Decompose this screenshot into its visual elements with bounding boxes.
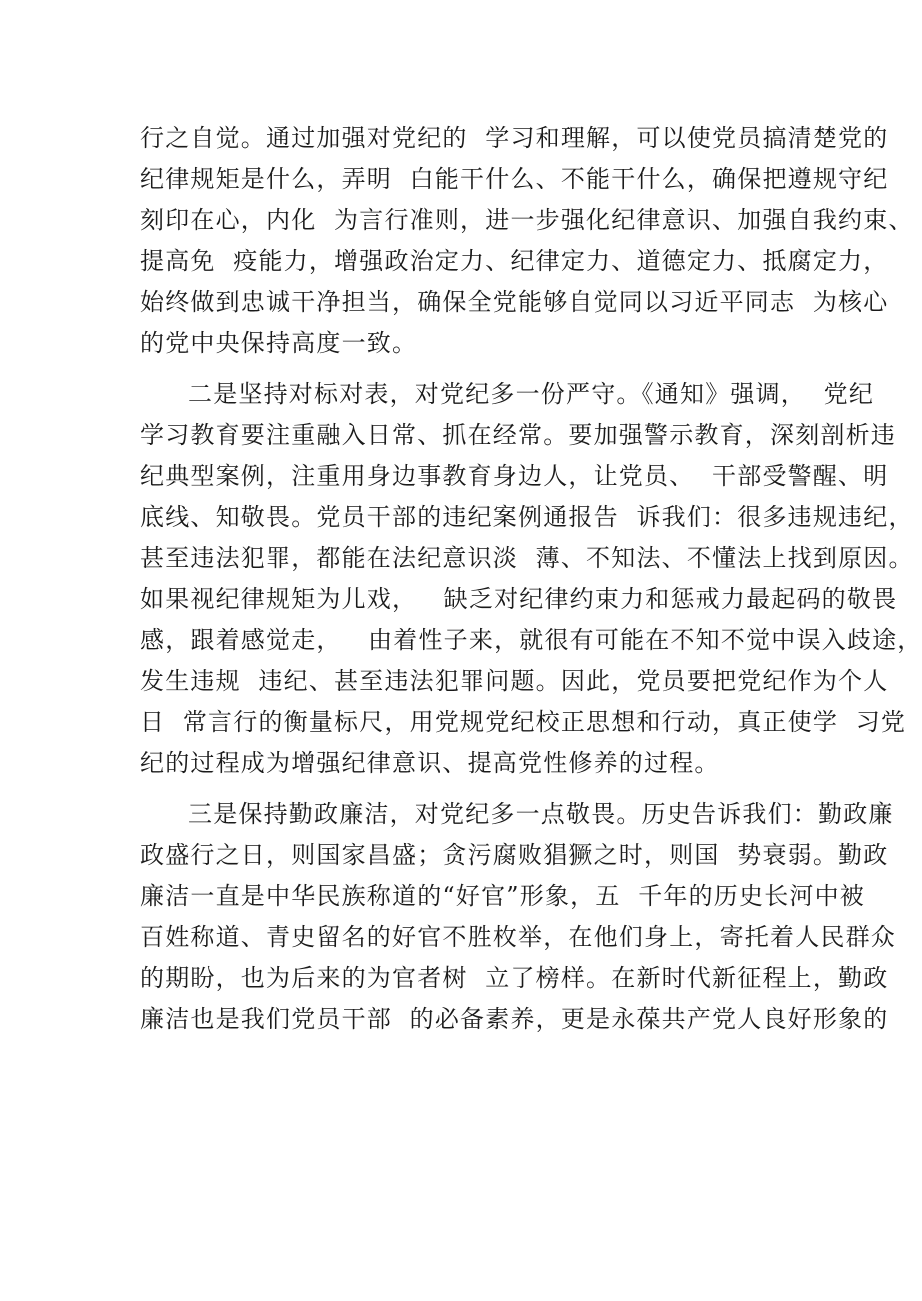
text-line: 百姓称道、青史留名的好官不胜枚举，在他们身上，寄托着人民群众 — [140, 923, 896, 951]
text-line: 底线、知敬畏。党员干部的违纪案例通报告 诉我们：很多违规违纪， — [140, 503, 914, 531]
text-line: 提高免 疫能力，增强政治定力、纪律定力、道德定力、抵腐定力， — [140, 247, 889, 275]
text-line: 始终做到忠诚干净担当，确保全党能够自觉同以习近平同志 为核心 — [140, 288, 889, 316]
text-line: 甚至违法犯罪，都能在法纪意识淡 薄、不知法、不懂法上找到原因。 — [140, 544, 914, 572]
paragraph-gap — [140, 784, 800, 794]
text-line: 二是坚持对标对表，对党纪多一份严守。《通知》强调， 党纪 — [188, 380, 875, 408]
paragraph-2 — [140, 374, 922, 784]
text-line: 廉洁也是我们党员干部 的必备素养，更是永葆共产党人良好形象的 — [140, 1005, 889, 1033]
text-line: 三是保持勤政廉洁，对党纪多一点敬畏。历史告诉我们：勤政廉 — [188, 800, 894, 828]
text-line: 政盛行之日，则国家昌盛；贪污腐败猖獗之时，则国 势衰弱。勤政 — [140, 841, 889, 869]
text-line: 纪律规矩是什么，弄明 白能干什么、不能干什么，确保把遵规守纪 — [140, 165, 889, 193]
text-line: 的党中央保持高度一致。 — [140, 329, 418, 357]
text-line: 刻印在心，内化 为言行准则，进一步强化纪律意识、加强自我约束、 — [140, 206, 914, 234]
paragraph-gap — [140, 364, 800, 374]
text-line: 行之自觉。通过加强对党纪的 学习和理解，可以使党员搞清楚党的 — [140, 124, 889, 152]
text-line: 感，跟着感觉走， 由着性子来，就很有可能在不知不觉中误入歧途， — [140, 626, 922, 654]
text-line: 如果视纪律规矩为儿戏， 缺乏对纪律约束力和惩戒力最起码的敬畏 — [140, 585, 898, 613]
text-line: 的期盼，也为后来的为官者树 立了榜样。在新时代新征程上，勤政 — [140, 964, 889, 992]
text-line: 廉洁一直是中华民族称道的“好官”形象，五 千年的历史长河中被 — [140, 882, 865, 910]
text-line: 发生违规 违纪、甚至违法犯罪问题。因此，党员要把党纪作为个人 — [140, 667, 889, 695]
document-body — [140, 118, 922, 1040]
text-line: 日 常言行的衡量标尺，用党规党纪校正思想和行动，真正使学 习党 — [140, 708, 907, 736]
text-line: 学习教育要注重融入日常、抓在经常。要加强警示教育，深刻剖析违 — [140, 421, 896, 449]
text-line: 纪典型案例，注重用身边事教育身边人，让党员、 干部受警醒、明 — [140, 462, 889, 490]
paragraph-1 — [140, 118, 914, 364]
text-line: 纪的过程成为增强纪律意识、提高党性修养的过程。 — [140, 749, 720, 777]
paragraph-3 — [140, 794, 896, 1040]
